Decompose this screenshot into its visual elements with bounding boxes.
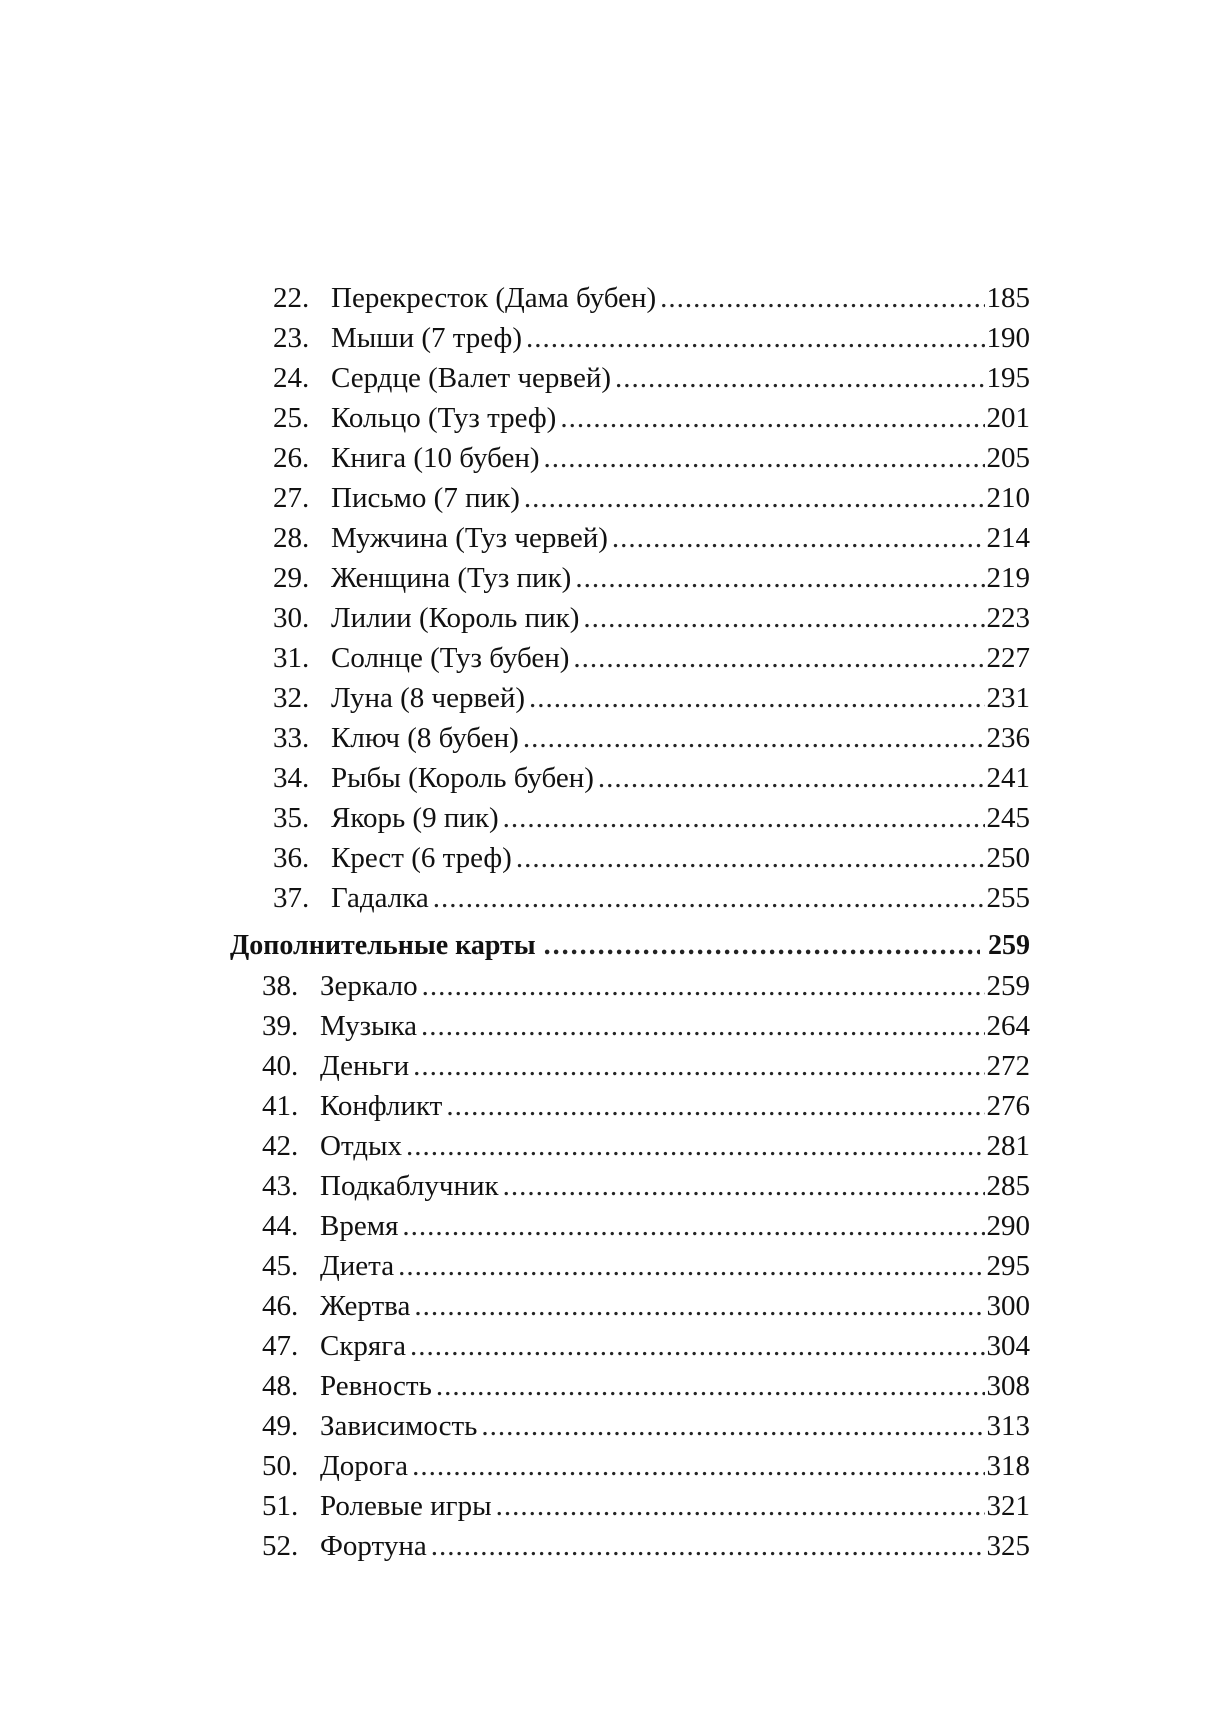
entry-title: Музыка bbox=[320, 1010, 418, 1042]
entry-number: 31. bbox=[273, 642, 310, 674]
dot-leader bbox=[422, 966, 985, 1006]
dot-leader bbox=[516, 838, 985, 878]
section-page: 259 bbox=[988, 930, 1030, 961]
entry-page: 276 bbox=[986, 1090, 1030, 1122]
entry-number: 37. bbox=[273, 882, 310, 914]
toc-entry bbox=[273, 598, 1030, 638]
entry-title: Ревность bbox=[320, 1370, 432, 1402]
entry-title: Дорога bbox=[320, 1450, 409, 1482]
entry-page: 236 bbox=[986, 722, 1030, 754]
entry-number: 28. bbox=[273, 522, 310, 554]
entry-number: 33. bbox=[273, 722, 310, 754]
dot-leader bbox=[583, 598, 984, 638]
dot-leader bbox=[575, 558, 984, 598]
dot-leader bbox=[496, 1486, 985, 1526]
section-title: Дополнительные карты bbox=[230, 930, 536, 961]
dot-leader bbox=[660, 278, 984, 318]
entry-title: Диета bbox=[320, 1250, 395, 1282]
toc-entry bbox=[273, 798, 1030, 838]
entry-page: 219 bbox=[986, 562, 1030, 594]
entry-page: 313 bbox=[986, 1410, 1030, 1442]
dot-leader bbox=[414, 1286, 984, 1326]
entry-title: Женщина (Туз пик) bbox=[331, 562, 572, 594]
entry-number: 48. bbox=[262, 1370, 299, 1402]
toc-entry bbox=[273, 838, 1030, 878]
toc-entry bbox=[273, 638, 1030, 678]
dot-leader bbox=[446, 1086, 984, 1126]
toc-entry bbox=[262, 1366, 1030, 1406]
entry-title: Время bbox=[320, 1210, 399, 1242]
toc-entry bbox=[262, 1206, 1030, 1246]
entry-page: 227 bbox=[986, 642, 1030, 674]
toc-entry bbox=[262, 1526, 1030, 1566]
entry-title: Книга (10 бубен) bbox=[331, 442, 540, 474]
entry-title: Фортуна bbox=[320, 1530, 427, 1562]
toc-entry bbox=[273, 478, 1030, 518]
entry-number: 32. bbox=[273, 682, 310, 714]
entry-number: 42. bbox=[262, 1130, 299, 1162]
dot-leader bbox=[421, 1006, 984, 1046]
entry-number: 24. bbox=[273, 362, 310, 394]
entry-title: Ключ (8 бубен) bbox=[331, 722, 519, 754]
entry-page: 205 bbox=[986, 442, 1030, 474]
entry-number: 41. bbox=[262, 1090, 299, 1122]
entry-title: Солнце (Туз бубен) bbox=[331, 642, 570, 674]
toc-entry bbox=[262, 1246, 1030, 1286]
dot-leader bbox=[544, 926, 980, 966]
entry-page: 318 bbox=[986, 1450, 1030, 1482]
dot-leader bbox=[503, 798, 985, 838]
toc-entry bbox=[262, 1126, 1030, 1166]
entry-number: 45. bbox=[262, 1250, 299, 1282]
entry-page: 245 bbox=[986, 802, 1030, 834]
entry-page: 264 bbox=[986, 1010, 1030, 1042]
entry-title: Зависимость bbox=[320, 1410, 478, 1442]
dot-leader bbox=[523, 718, 985, 758]
toc-entry bbox=[273, 558, 1030, 598]
entry-title: Мужчина (Туз червей) bbox=[331, 522, 608, 554]
entry-number: 52. bbox=[262, 1530, 299, 1562]
dot-leader bbox=[412, 1446, 984, 1486]
toc-entry bbox=[262, 1446, 1030, 1486]
entry-number: 30. bbox=[273, 602, 310, 634]
dot-leader bbox=[524, 478, 985, 518]
entry-number: 44. bbox=[262, 1210, 299, 1242]
dot-leader bbox=[413, 1046, 984, 1086]
entry-title: Скряга bbox=[320, 1330, 407, 1362]
entry-page: 195 bbox=[986, 362, 1030, 394]
entry-number: 38. bbox=[262, 970, 299, 1002]
dot-leader bbox=[410, 1326, 984, 1366]
entry-page: 321 bbox=[986, 1490, 1030, 1522]
entry-page: 295 bbox=[986, 1250, 1030, 1282]
entry-number: 39. bbox=[262, 1010, 299, 1042]
entry-title: Перекресток (Дама бубен) bbox=[331, 282, 657, 314]
entry-title: Жертва bbox=[320, 1290, 411, 1322]
entry-number: 47. bbox=[262, 1330, 299, 1362]
dot-leader bbox=[402, 1206, 984, 1246]
entry-title: Лилии (Король пик) bbox=[331, 602, 580, 634]
entry-page: 201 bbox=[986, 402, 1030, 434]
toc-entry bbox=[262, 966, 1030, 1006]
toc-entry bbox=[262, 1326, 1030, 1366]
toc-entry bbox=[273, 438, 1030, 478]
entry-title: Рыбы (Король бубен) bbox=[331, 762, 594, 794]
toc-section-heading bbox=[230, 926, 1030, 966]
dot-leader bbox=[406, 1126, 985, 1166]
entry-title: Ролевые игры bbox=[320, 1490, 492, 1522]
dot-leader bbox=[612, 518, 985, 558]
dot-leader bbox=[436, 1366, 985, 1406]
entry-page: 308 bbox=[986, 1370, 1030, 1402]
entry-number: 43. bbox=[262, 1170, 299, 1202]
toc-entry bbox=[262, 1166, 1030, 1206]
dot-leader bbox=[529, 678, 984, 718]
entry-title: Сердце (Валет червей) bbox=[331, 362, 612, 394]
entry-title: Крест (6 треф) bbox=[331, 842, 512, 874]
dot-leader bbox=[433, 878, 985, 918]
entry-number: 22. bbox=[273, 282, 310, 314]
toc-entry bbox=[273, 758, 1030, 798]
entry-number: 26. bbox=[273, 442, 310, 474]
entry-number: 29. bbox=[273, 562, 310, 594]
entry-page: 241 bbox=[986, 762, 1030, 794]
entry-number: 49. bbox=[262, 1410, 299, 1442]
dot-leader bbox=[573, 638, 984, 678]
dot-leader bbox=[544, 438, 985, 478]
toc-entry bbox=[273, 678, 1030, 718]
entry-title: Конфликт bbox=[320, 1090, 443, 1122]
toc-entry bbox=[273, 358, 1030, 398]
toc-entry bbox=[273, 518, 1030, 558]
entry-page: 190 bbox=[986, 322, 1030, 354]
toc-entry bbox=[273, 878, 1030, 918]
entry-title: Луна (8 червей) bbox=[331, 682, 526, 714]
entry-title: Подкаблучник bbox=[320, 1170, 499, 1202]
dot-leader bbox=[431, 1526, 985, 1566]
dot-leader bbox=[503, 1166, 985, 1206]
entry-title: Якорь (9 пик) bbox=[331, 802, 499, 834]
toc-entry bbox=[262, 1486, 1030, 1526]
entry-number: 36. bbox=[273, 842, 310, 874]
entry-page: 285 bbox=[986, 1170, 1030, 1202]
dot-leader bbox=[598, 758, 985, 798]
toc-entry bbox=[273, 318, 1030, 358]
entry-page: 250 bbox=[986, 842, 1030, 874]
entry-title: Гадалка bbox=[331, 882, 429, 914]
toc-entry bbox=[262, 1006, 1030, 1046]
entry-title: Мыши (7 треф) bbox=[331, 322, 522, 354]
entry-page: 255 bbox=[986, 882, 1030, 914]
toc-entry bbox=[262, 1406, 1030, 1446]
entry-title: Отдых bbox=[320, 1130, 402, 1162]
entry-number: 46. bbox=[262, 1290, 299, 1322]
toc-entry bbox=[262, 1046, 1030, 1086]
entry-page: 325 bbox=[986, 1530, 1030, 1562]
entry-page: 272 bbox=[986, 1050, 1030, 1082]
entry-number: 34. bbox=[273, 762, 310, 794]
entry-title: Деньги bbox=[320, 1050, 410, 1082]
entry-page: 300 bbox=[986, 1290, 1030, 1322]
toc-entry bbox=[262, 1286, 1030, 1326]
toc-entry bbox=[273, 398, 1030, 438]
entry-number: 23. bbox=[273, 322, 310, 354]
entry-page: 210 bbox=[986, 482, 1030, 514]
entry-page: 214 bbox=[986, 522, 1030, 554]
entry-page: 259 bbox=[986, 970, 1030, 1002]
entry-number: 25. bbox=[273, 402, 310, 434]
dot-leader bbox=[398, 1246, 984, 1286]
entry-title: Зеркало bbox=[320, 970, 418, 1002]
entry-page: 223 bbox=[986, 602, 1030, 634]
dot-leader bbox=[526, 318, 985, 358]
entry-number: 27. bbox=[273, 482, 310, 514]
entry-page: 231 bbox=[986, 682, 1030, 714]
entry-title: Кольцо (Туз треф) bbox=[331, 402, 557, 434]
entry-title: Письмо (7 пик) bbox=[331, 482, 520, 514]
entry-page: 290 bbox=[986, 1210, 1030, 1242]
dot-leader bbox=[615, 358, 984, 398]
entry-number: 35. bbox=[273, 802, 310, 834]
entry-number: 40. bbox=[262, 1050, 299, 1082]
toc-entry bbox=[273, 718, 1030, 758]
dot-leader bbox=[481, 1406, 984, 1446]
entry-page: 304 bbox=[986, 1330, 1030, 1362]
toc-entry bbox=[273, 278, 1030, 318]
entry-page: 281 bbox=[986, 1130, 1030, 1162]
entry-number: 51. bbox=[262, 1490, 299, 1522]
toc-entry bbox=[262, 1086, 1030, 1126]
entry-number: 50. bbox=[262, 1450, 299, 1482]
entry-page: 185 bbox=[986, 282, 1030, 314]
dot-leader bbox=[560, 398, 984, 438]
